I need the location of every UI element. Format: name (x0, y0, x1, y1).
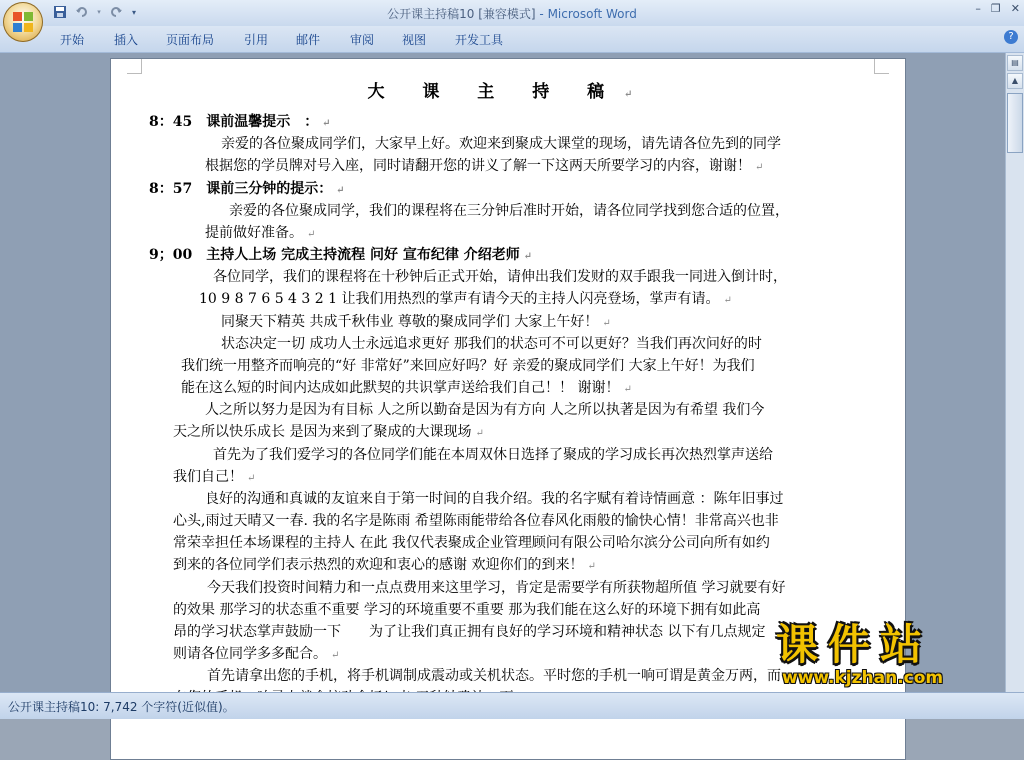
doc-line: 提前做好准备。 ↵ (205, 225, 316, 241)
doc-line: 的效果 那学习的状态重不重要 学习的环境重要不重要 那为我们能在这么好的环境下拥有如此高 (173, 602, 761, 618)
doc-line: 同聚天下精英 共成千秋伟业 尊敬的聚成同学们 大家上午好！ ↵ (221, 314, 611, 330)
undo-dropdown-icon[interactable]: ▾ (97, 8, 101, 16)
doc-line: 各位同学，我们的课程将在十秒钟后正式开始，请伸出我们发财的双手跟我一同进入倒计时， (213, 269, 787, 285)
customize-toolbar-icon[interactable]: ▾ (131, 7, 136, 17)
help-icon[interactable]: ? (1004, 30, 1018, 44)
doc-line: 我们自己！ ↵ (173, 469, 256, 485)
doc-line: 9；00 主持人上场 完成主持流程 问好 宣布纪律 介绍老师 ↵ (149, 247, 533, 263)
watermark-url: www.kjzhan.com (782, 668, 944, 688)
ribbon-tabs (0, 26, 1024, 53)
tab-insert[interactable]: 插入 (114, 33, 139, 47)
window-controls (975, 2, 1020, 15)
status-text: 公开课主持稿10: 7,742 个字符(近似值)。 (8, 700, 235, 714)
paragraph-mark-icon: ↵ (624, 89, 649, 100)
doc-line: 首先为了我们爱学习的各位同学们能在本周双休日选择了聚成的学习成长再次热烈掌声送给 (213, 447, 773, 463)
site-watermark (768, 612, 1024, 692)
watermark-logo-text: 课件站 (776, 620, 933, 669)
margin-mark (874, 59, 889, 74)
tab-home[interactable]: 开始 (60, 33, 85, 47)
doc-line: 到来的各位同学们表示热烈的欢迎和衷心的感谢 欢迎你们的到来！ ↵ (173, 557, 596, 573)
doc-line: 则请各位同学多多配合。 ↵ (173, 646, 340, 662)
tab-developer[interactable]: 开发工具 (455, 33, 504, 47)
doc-line: 状态决定一切 成功人士永远追求更好 那我们的状态可不可以更好？当我们再次问好的时 (221, 336, 762, 352)
doc-line: 根据您的学员牌对号入座，同时请翻开您的讲义了解一下这两天所要学习的内容，谢谢！ ↵ (205, 158, 764, 174)
app-name: - Microsoft Word (535, 7, 637, 21)
restore-button[interactable]: ❐ (990, 2, 1001, 15)
doc-line: 今天我们投资时间精力和一点点费用来这里学习，肯定是需要学有所获物超所值 学习就要有好 (207, 580, 786, 596)
minimize-button[interactable]: – (975, 2, 981, 15)
doc-line: 我们统一用整齐而响亮的“好 非常好”来回应好吗？好 亲爱的聚成同学们 大家上午好！为我们 (181, 358, 755, 374)
tab-references[interactable]: 引用 (244, 33, 269, 47)
doc-line: 能在这么短的时间内达成如此默契的共识掌声送给我们自己！！ 谢谢！ ↵ (181, 380, 632, 396)
doc-line: 10 9 8 7 6 5 4 3 2 1 让我们用热烈的掌声有请今天的主持人闪亮登场，掌声有请。 ↵ (199, 291, 732, 307)
doc-line: 亲爱的各位聚成同学们，大家早上好。欢迎来到聚成大课堂的现场，请先请各位先到的同学 (221, 136, 781, 152)
scroll-up-arrow-icon[interactable]: ▲ (1007, 73, 1023, 89)
office-button[interactable] (3, 2, 43, 42)
doc-line: 8：45 课前温馨提示 ： ↵ (149, 114, 331, 130)
ruler-toggle-icon[interactable]: ▤ (1007, 55, 1023, 71)
doc-line: 亲爱的各位聚成同学，我们的课程将在三分钟后准时开始，请各位同学找到您合适的位置， (229, 203, 789, 219)
doc-line: 首先请拿出您的手机，将手机调制成震动或关机状态。平时您的手机一响可谓是黄金万两，而 (207, 668, 781, 684)
tab-mailings[interactable]: 邮件 (296, 33, 321, 47)
tab-view[interactable]: 视图 (402, 33, 427, 47)
margin-mark (127, 59, 142, 74)
title-bar (0, 0, 1024, 26)
scrollbar-thumb[interactable] (1007, 93, 1023, 153)
status-bar (0, 692, 1024, 719)
tab-page-layout[interactable]: 页面布局 (166, 33, 215, 47)
office-logo-icon (13, 12, 33, 32)
doc-line: 天之所以快乐成长 是因为来到了聚成的大课现场 ↵ (173, 424, 484, 440)
doc-line: 良好的沟通和真诚的友谊来自于第一时间的自我介绍。我的名字赋有着诗情画意 ：陈年旧事过 (205, 491, 784, 507)
doc-line: 8：57 课前三分钟的提示： ↵ (149, 181, 345, 197)
vertical-scrollbar[interactable] (1005, 53, 1024, 692)
document-name: 公开课主持稿10 [兼容模式] (387, 7, 536, 21)
document-title (111, 77, 905, 102)
document-workspace (0, 53, 1006, 692)
close-button[interactable]: ✕ (1010, 2, 1020, 15)
doc-line: 常荣幸担任本场课程的主持人 在此 我仅代表聚成企业管理顾问有限公司哈尔滨分公司向所有如约 (173, 535, 770, 551)
document-title-text: 大 课 主 持 稿 (367, 82, 621, 102)
window-title (0, 5, 1024, 22)
doc-line: 心头,雨过天晴又一春. 我的名字是陈雨 希望陈雨能带给各位春风化雨般的愉快心情！非常高兴也非 (173, 513, 779, 529)
doc-line: 人之所以努力是因为有目标 人之所以勤奋是因为有方向 人之所以执著是因为有希望 我们今 (205, 402, 765, 418)
doc-line: 昂的学习状态掌声鼓励一下 为了让我们真正拥有良好的学习环境和精神状态 以下有几点规定 (173, 624, 766, 640)
tab-review[interactable]: 审阅 (350, 33, 375, 47)
